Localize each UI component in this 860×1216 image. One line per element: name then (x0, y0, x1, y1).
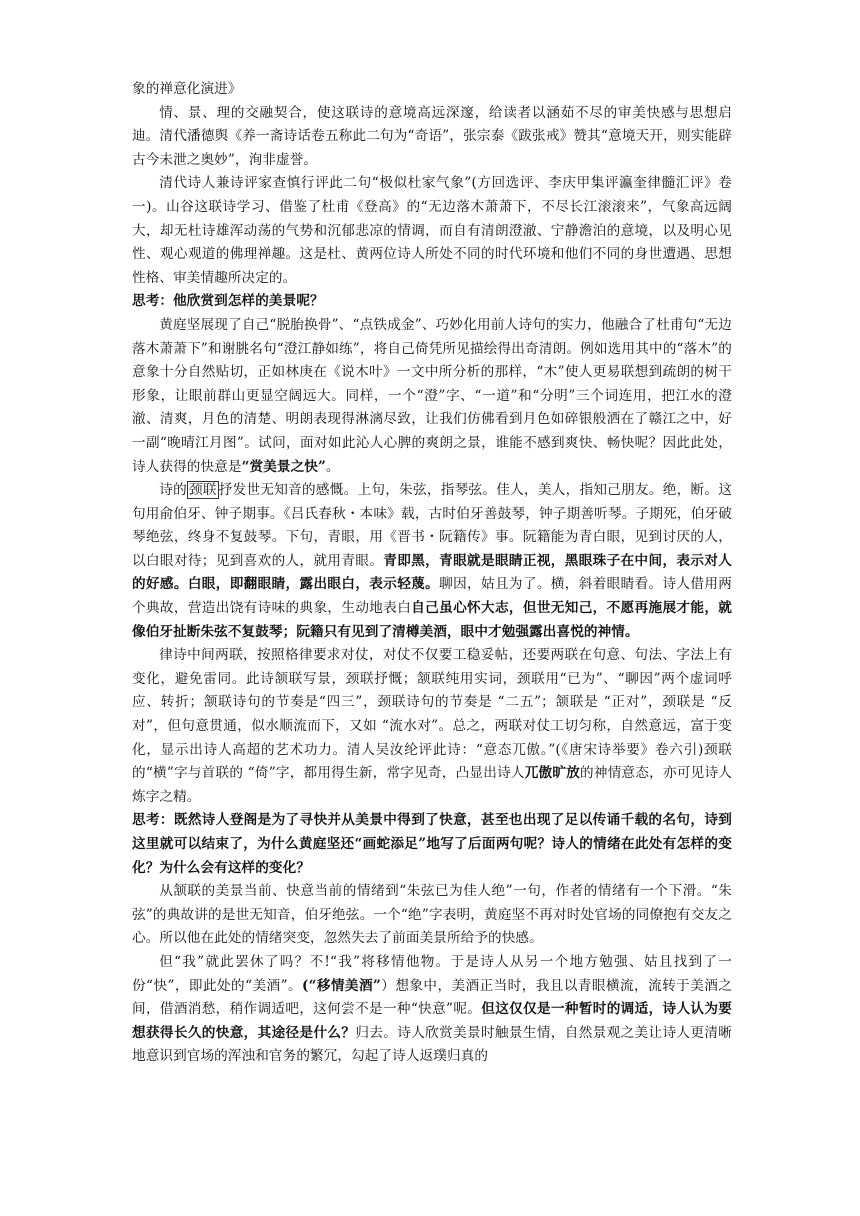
paragraph (132, 314, 732, 479)
emphasis-text: 青即黑，青眼就是眼睛正视，黑眼珠子在中间，表示对人的好感。白眼，即翻眼睛，露出眼白，表示轻蔑。 (132, 552, 732, 593)
paragraph (132, 102, 732, 173)
text-run: 思考：既然诗人登阁是为了寻快并从美景中得到了快意，甚至也出现了足以传诵千载的名句，诗到这里就可以结束了，为什么黄庭坚还“画蛇添足”地写了后面两句呢？诗人的情绪在此处有怎样的变化？为什么会有这样的变化？ (132, 812, 732, 876)
text-run: 抒发世无知音的感慨。上句，朱弦，指琴弦。佳人，美人，指知己朋友。绝，断。这句用俞伯牙、钟子期事。《吕氏春秋・本味》载，古时伯牙善鼓琴，钟子期善听琴。子期死，伯牙破琴绝弦，终身不复鼓琴。下句，青眼，用《晋书・阮籍传》事。阮籍能为青白眼，见到讨厌的人，以白眼对待；见到喜欢的人，就用青眼。 (132, 482, 733, 569)
text-run: 情、景、理的交融契合，使这联诗的意境高远深邃，给读者以涵茹不尽的审美快感与思想启迪。清代潘德舆《养一斋诗话卷五称此二句为“奇语”，张宗泰《跋张戒》赞其“意境天开，则实能辟古今未泄之奥妙”，洵非虚誉。 (132, 104, 732, 168)
text-run: 从颔联的美景当前、快意当前的情绪到“朱弦已为佳人绝”一句，作者的情绪有一个下滑。“朱弦”的典故讲的是世无知音，伯牙绝弦。一个“绝”字表明，黄庭坚不再对时处官场的同僚抱有交友之心。所以他在此处的情绪突变，忽然失去了前面美景所给予的快感。 (132, 883, 732, 947)
boxed-term: 颈联 (188, 482, 217, 499)
text-run: 归去。诗人欣赏美景时触景生情，自然景观之美让诗人更清晰地意识到官场的浑浊和官务的繁冗，勾起了诗人返璞归真的 (132, 1024, 732, 1065)
emphasis-text: (“移情美酒” (302, 977, 381, 994)
emphasis-text: “赏美景之快” (241, 458, 326, 475)
text-run: 清代诗人兼诗评家查慎行评此二句“极似杜家气象”(方回选评、李庆甲集评瀛奎律髓汇评》卷一)。山谷这联诗学习、借鉴了杜甫《登高》的“无边落木萧萧下，不尽长江滚滚来”，气象高远阔大，却无杜诗雄浑动荡的气势和沉郁悲凉的情调，而自有清朗澄澈、宁静澹泊的意境，以及明心见性、观心观道的佛理禅趣。这是杜、黄两位诗人所处不同的时代环境和他们不同的身世遭遇、思想性格、审美情趣所决定的。 (132, 175, 732, 286)
emphasis-text: 自己虽心怀大志，但世无知己，不愿再施展才能，就像伯牙扯断朱弦不复鼓琴；阮籍只有见到了清樽美酒，眼中才勉强露出喜悦的神情。 (132, 600, 732, 640)
text-run: 但“我”就此罢休了吗？不!“我”将移情他物。于是诗人从另一个地方勉强、姑且找到了一份“快”，即此处的“美酒”。 (132, 953, 732, 994)
document-body (132, 78, 732, 1069)
text-run: ）想象中，美酒正当时，我且以青眼横流，流转于美酒之间，借酒消愁，稍作调适吧，这何尝不是一种“快意”呢。 (132, 977, 732, 1018)
text-run: 黄庭坚展现了自己“脱胎换骨”、“点铁成金”、巧妙化用前人诗句的实力，他融合了杜甫句“无边落木萧萧下”和谢朓名句“澄江静如练”，将自己倚凭所见描绘得出奇清朗。例如选用其中的“落木”的意象十分自然贴切，正如林庚在《说木叶》一文中所分析的那样，“木”使人更易联想到疏朗的树干形象，让眼前群山更显空阔远大。同样，一个“澄”字、“一道”和“分明”三个词连用，把江水的澄澈、清爽，月色的清楚、明朗表现得淋漓尽致，让我们仿佛看到月色如碎银般洒在了赣江之中，好一副“晚晴江月图”。试问，面对如此沁人心脾的爽朗之景，谁能不感到爽快、畅快呢？因此此处，诗人获得的快意是 (132, 316, 732, 475)
question-heading (132, 809, 732, 880)
text-run: 的神情意态，亦可见诗人炼字之精。 (132, 765, 732, 805)
paragraph (132, 479, 732, 644)
paragraph (132, 78, 732, 102)
paragraph (132, 951, 732, 1069)
text-run: 象的禅意化演进》 (132, 81, 242, 97)
emphasis-text: 兀傲旷放 (524, 765, 581, 782)
emphasis-text: 但这仅仅是一种暂时的调适，诗人认为要想获得长久的快意，其途径是什么？ (132, 1001, 732, 1041)
text-run: 律诗中间两联，按照格律要求对仗，对仗不仅要工稳妥帖，还要两联在句意、句法、字法上有变化，避免雷同。此诗颔联写景，颈联抒慨；颔联纯用实词，颈联用“已为”、“聊因”两个虚词呼应、转折；颔联诗句的节奏是“四三”，颈联诗句的节奏是 “二五”；颔联是 “正对”，颈联是 “反对”，但句意贯通，似水顺流而下，又如 “流水对”。总之，两联对仗工切匀称，自然意远，富于变化，显示出诗人高超的艺术功力。清人吴汝纶评此诗：“意态兀傲。”(《唐宋诗举要》卷六引)颈联的“横”字与首联的 “倚”字，都用得生新，常字见奇，凸显出诗人 (132, 647, 732, 782)
text-run: 聊因，姑且为了。横，斜着眼睛看。诗人借用两个典故，营造出饶有诗味的典象，生动地表白 (132, 576, 732, 617)
paragraph (132, 172, 732, 290)
paragraph (132, 644, 732, 809)
question-heading (132, 290, 732, 314)
text-run: 诗的 (159, 482, 187, 499)
text-run: 思考：他欣赏到怎样的美景呢？ (132, 293, 324, 310)
paragraph (132, 880, 732, 951)
text-run: 。 (325, 458, 340, 475)
